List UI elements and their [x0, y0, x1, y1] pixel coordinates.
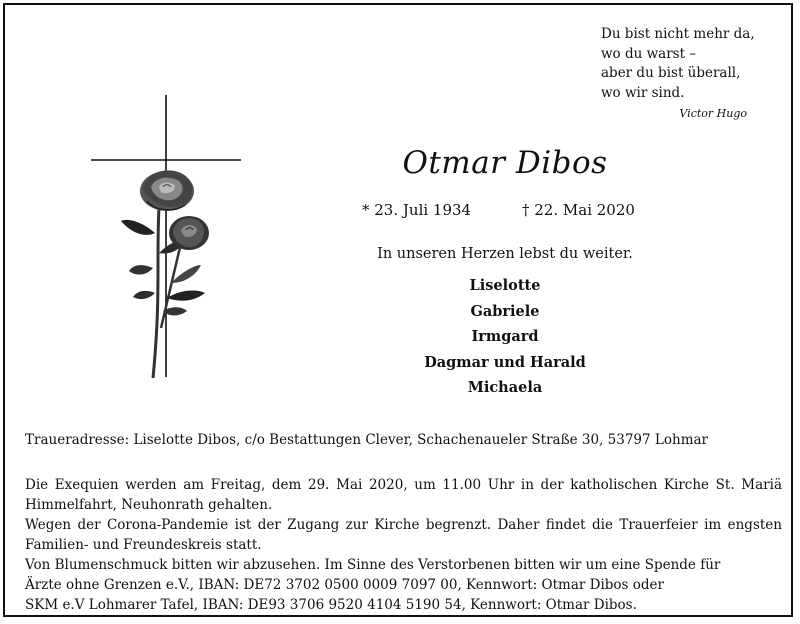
quote-block	[601, 25, 781, 124]
notice-line: Die Exequien werden am Freitag, dem 29. Mai 2020, um 11.00 Uhr in der katholischen Kirche St. Mariä	[25, 477, 782, 493]
notice-text	[25, 475, 782, 615]
notice-line: Familien- und Freundeskreis statt.	[25, 537, 262, 553]
notice-line: Ärzte ohne Grenzen e.V., IBAN: DE72 3702 0500 0009 7097 00, Kennwort: Otmar Dibos oder	[25, 577, 664, 593]
family-member: Gabriele	[470, 302, 540, 320]
notice-line: SKM e.V Lohmarer Tafel, IBAN: DE93 3706 9520 4104 5190 54, Kennwort: Otmar Dibos.	[25, 597, 637, 613]
family-member: Michaela	[467, 379, 543, 396]
quote-line: wo wir sind.	[601, 84, 685, 101]
family-list	[405, 273, 605, 401]
notice-line: Wegen der Corona-Pandemie ist der Zugang zur Kirche begrenzt. Daher findet die Trauerfeier im engsten	[25, 517, 782, 533]
cross-with-rose-icon	[89, 93, 249, 383]
quote-line: aber du bist überall,	[601, 65, 741, 81]
family-member: Irmgard	[471, 328, 539, 345]
deceased-name: Otmar Dibos	[402, 145, 608, 181]
death-date: † 22. Mai 2020	[522, 201, 635, 219]
memorial-motto: In unseren Herzen lebst du weiter.	[377, 246, 633, 262]
quote-line: Du bist nicht mehr da,	[601, 26, 755, 42]
notice-line: Von Blumenschmuck bitten wir abzusehen. Im Sinne des Verstorbenen bitten wir um eine Spende für	[25, 557, 721, 573]
mourning-address: Traueradresse: Liselotte Dibos, c/o Bestattungen Clever, Schachenaueler Straße 30, 53797 Lohmar	[25, 432, 708, 448]
notice-line: Himmelfahrt, Neuhonrath gehalten.	[25, 497, 273, 513]
family-member: Liselotte	[469, 277, 541, 294]
quote-line: wo du warst –	[601, 45, 697, 62]
quote-author: Victor Hugo	[679, 107, 747, 120]
obituary-notice	[3, 3, 793, 617]
family-member: Dagmar und Harald	[424, 353, 586, 371]
birth-date: * 23. Juli 1934	[362, 201, 472, 219]
